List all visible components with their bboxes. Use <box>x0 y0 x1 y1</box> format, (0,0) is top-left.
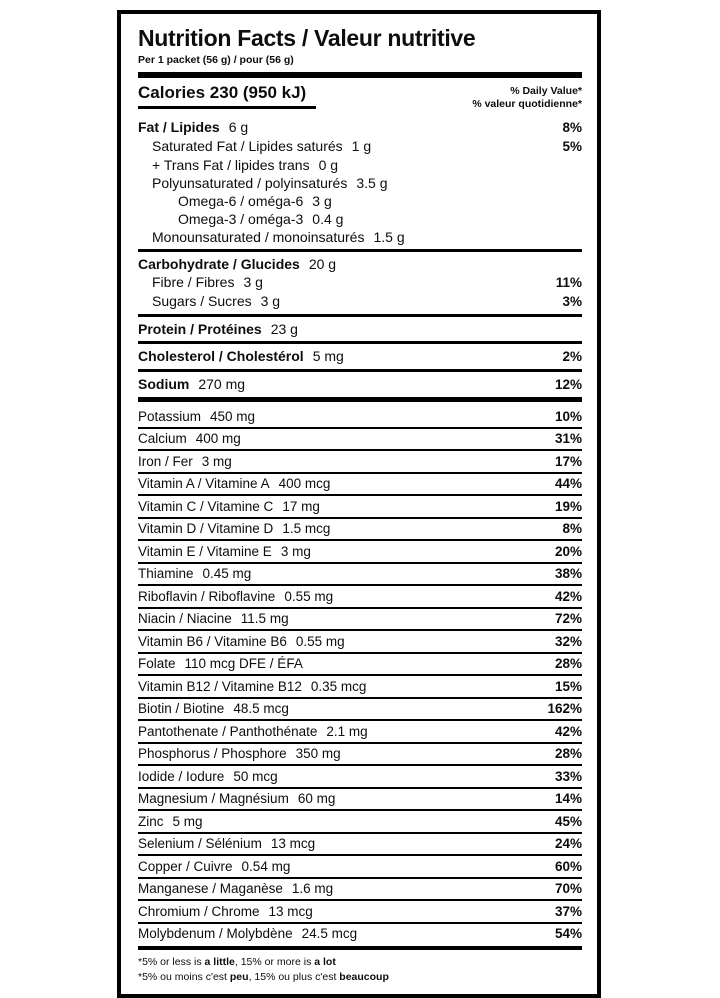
daily-value: 3% <box>562 294 582 309</box>
daily-value: 60% <box>554 858 582 874</box>
nutrient-label: Vitamin C / Vitamine C 17 mg <box>138 498 320 514</box>
nutrient-label: Iron / Fer 3 mg <box>138 453 232 469</box>
nutrient-label: Vitamin A / Vitamine A 400 mcg <box>138 476 331 491</box>
nutrient-label: Sodium 270 mg <box>138 376 246 392</box>
nutrient-label: Magnesium / Magnésium 60 mg <box>138 791 336 806</box>
daily-value: 28% <box>554 746 582 761</box>
nutrient-row <box>138 519 582 540</box>
daily-value: 12% <box>554 377 582 392</box>
divider-sodium <box>138 397 582 402</box>
nutrient-label: Omega-6 / oméga-6 3 g <box>178 193 332 209</box>
nutrient-row <box>138 228 582 246</box>
divider-bottom <box>138 946 582 950</box>
divider-medium <box>138 341 582 344</box>
nutrient-row <box>138 744 582 765</box>
footnote-segment: , 15% ou plus c'est <box>248 970 340 983</box>
daily-value: 11% <box>555 275 582 290</box>
nutrient-row <box>138 586 582 607</box>
daily-value: 15% <box>554 678 582 694</box>
nutrient-row <box>138 429 582 450</box>
nutrient-label: Fibre / Fibres 3 g <box>152 274 263 290</box>
nutrient-row <box>138 347 582 366</box>
daily-value-header-en: % Daily Value* <box>510 85 582 97</box>
nutrient-row <box>138 609 582 630</box>
nutrient-label: Biotin / Biotine 48.5 mcg <box>138 701 289 716</box>
daily-value-header <box>472 85 582 111</box>
nutrient-row <box>138 406 582 427</box>
nutrient-row <box>138 721 582 742</box>
nutrient-label: Potassium 450 mg <box>138 408 256 424</box>
nutrient-row <box>138 118 582 137</box>
nutrient-row <box>138 210 582 228</box>
calories-row <box>138 83 582 111</box>
daily-value: 8% <box>562 120 582 135</box>
footnote-segment: beaucoup <box>339 970 389 983</box>
footnote-en <box>138 955 582 970</box>
nutrient-row <box>138 255 582 273</box>
divider-medium <box>138 314 582 317</box>
footnote <box>138 955 582 984</box>
nutrient-row <box>138 856 582 877</box>
footnote-segment: a lot <box>314 956 336 968</box>
nutrient-label: Vitamin D / Vitamine D 1.5 mcg <box>138 521 331 536</box>
daily-value: 5% <box>562 139 582 154</box>
divider-medium <box>138 249 582 252</box>
nutrient-label: Chromium / Chrome 13 mcg <box>138 903 313 919</box>
daily-value: 2% <box>562 349 582 364</box>
nutrient-label: + Trans Fat / lipides trans 0 g <box>152 157 339 173</box>
daily-value: 19% <box>554 498 582 514</box>
nutrient-label: Zinc 5 mg <box>138 813 203 829</box>
nutrient-label: Calcium 400 mg <box>138 431 241 446</box>
nutrient-label: Vitamin E / Vitamine E 3 mg <box>138 543 311 559</box>
daily-value: 70% <box>554 881 582 896</box>
nutrient-label: Iodide / Iodure 50 mcg <box>138 768 278 784</box>
nutrient-row <box>138 474 582 495</box>
daily-value: 10% <box>554 408 582 424</box>
daily-value: 42% <box>554 723 582 739</box>
daily-value: 45% <box>554 813 582 829</box>
footnote-segment: *5% ou moins c'est <box>138 970 230 983</box>
footnote-segment: peu <box>229 970 249 983</box>
daily-value: 72% <box>554 611 582 626</box>
nutrient-label: Fat / Lipides 6 g <box>138 119 249 135</box>
divider-medium <box>138 369 582 372</box>
daily-value: 8% <box>562 521 582 536</box>
nutrition-facts-label <box>117 10 601 998</box>
nutrient-row <box>138 766 582 787</box>
footnote-segment: a little <box>204 956 235 968</box>
nutrient-row <box>138 292 582 311</box>
nutrient-label: Polyunsaturated / polyinsaturés 3.5 g <box>152 175 388 191</box>
daily-value: 54% <box>554 926 582 941</box>
divider-header <box>138 72 582 78</box>
nutrient-row <box>138 273 582 292</box>
nutrient-row <box>138 156 582 174</box>
nutrient-label: Cholesterol / Cholestérol 5 mg <box>138 348 344 364</box>
daily-value: 17% <box>554 453 582 469</box>
nutrient-label: Protein / Protéines 23 g <box>138 321 298 337</box>
daily-value: 32% <box>554 633 582 649</box>
nutrient-row <box>138 924 582 945</box>
nutrient-row <box>138 631 582 652</box>
nutrient-label: Sugars / Sucres 3 g <box>152 293 281 309</box>
nutrient-row <box>138 789 582 810</box>
nutrient-row <box>138 320 582 338</box>
daily-value: 37% <box>554 903 582 919</box>
nutrient-label: Molybdenum / Molybdène 24.5 mcg <box>138 926 358 941</box>
calories-value: Calories 230 (950 kJ) <box>138 83 316 109</box>
nutrient-label: Saturated Fat / Lipides saturés 1 g <box>152 138 372 154</box>
daily-value: 162% <box>547 701 582 716</box>
nutrient-row <box>138 137 582 156</box>
serving-size: Per 1 packet (56 g) / pour (56 g) <box>138 54 294 66</box>
daily-value: 31% <box>554 431 582 446</box>
nutrient-row <box>138 676 582 697</box>
nutrient-label: Phosphorus / Phosphore 350 mg <box>138 746 341 761</box>
nutrient-row <box>138 654 582 675</box>
nutrient-row <box>138 541 582 562</box>
nutrient-label: Copper / Cuivre 0.54 mg <box>138 858 291 874</box>
nutrient-row <box>138 375 582 394</box>
nutrient-label: Pantothenate / Panthothénate 2.1 mg <box>138 723 368 739</box>
footnote-segment: , 15% or more is <box>234 956 315 968</box>
nutrient-row <box>138 699 582 720</box>
label-title: Nutrition Facts / Valeur nutritive <box>138 25 476 51</box>
nutrient-row <box>138 192 582 210</box>
daily-value-header-fr: % valeur quotidienne* <box>472 98 582 110</box>
nutrient-row <box>138 564 582 585</box>
nutrient-label: Monounsaturated / monoinsaturés 1.5 g <box>152 229 405 245</box>
nutrient-row <box>138 901 582 922</box>
nutrient-label: Niacin / Niacine 11.5 mg <box>138 611 289 626</box>
daily-value: 24% <box>554 836 582 851</box>
nutrient-label: Folate 110 mcg DFE / ÉFA <box>138 656 303 671</box>
daily-value: 28% <box>554 656 582 671</box>
nutrient-label: Vitamin B12 / Vitamine B12 0.35 mcg <box>138 678 367 694</box>
nutrient-label: Vitamin B6 / Vitamine B6 0.55 mg <box>138 633 345 649</box>
nutrient-label: Selenium / Sélénium 13 mcg <box>138 836 316 851</box>
daily-value: 14% <box>554 791 582 806</box>
daily-value: 20% <box>554 543 582 559</box>
nutrient-table <box>138 118 582 950</box>
daily-value: 33% <box>554 768 582 784</box>
nutrient-row <box>138 834 582 855</box>
footnote-fr <box>138 970 582 985</box>
nutrient-label: Thiamine 0.45 mg <box>138 566 252 581</box>
nutrient-row <box>138 174 582 192</box>
footnote-segment: *5% or less is <box>138 956 205 968</box>
nutrient-row <box>138 879 582 900</box>
nutrient-label: Riboflavin / Riboflavine 0.55 mg <box>138 588 334 604</box>
nutrient-row <box>138 496 582 517</box>
nutrient-row <box>138 811 582 832</box>
nutrient-row <box>138 451 582 472</box>
daily-value: 44% <box>554 476 582 491</box>
daily-value: 38% <box>554 566 582 581</box>
nutrient-label: Carbohydrate / Glucides 20 g <box>138 256 337 272</box>
nutrient-label: Manganese / Maganèse 1.6 mg <box>138 881 334 896</box>
nutrient-label: Omega-3 / oméga-3 0.4 g <box>178 211 344 227</box>
daily-value: 42% <box>554 588 582 604</box>
